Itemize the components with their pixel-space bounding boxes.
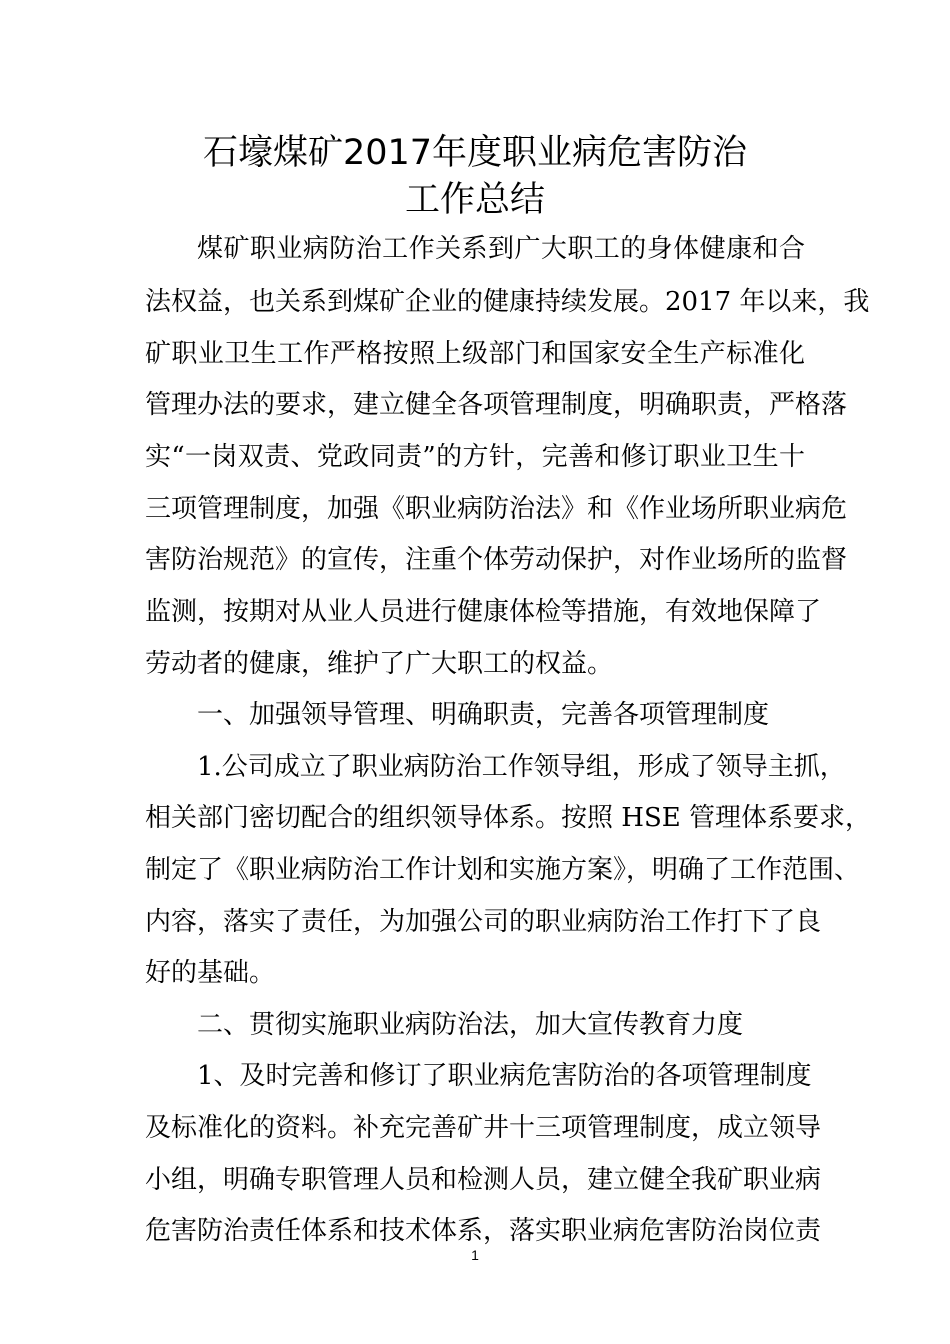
paragraph-line: 制定了《职业病防治工作计划和实施方案》，明确了工作范围、 (145, 855, 861, 885)
paragraph-line: 好的基础。 (145, 958, 276, 988)
paragraph-line: 1.公司成立了职业病防治工作领导组，形成了领导主抓， (197, 752, 846, 782)
paragraph-line: 小组，明确专职管理人员和检测人员，建立健全我矿职业病 (145, 1165, 822, 1195)
paragraph-line: 劳动者的健康，维护了广大职工的权益。 (145, 649, 614, 679)
document-title-line-2: 工作总结 (404, 180, 545, 220)
paragraph-line: 管理办法的要求，建立健全各项管理制度，明确职责，严格落 (145, 390, 848, 420)
paragraph-line: 内容，落实了责任，为加强公司的职业病防治工作打下了良 (145, 907, 822, 937)
page-number: 1 (471, 1247, 479, 1263)
paragraph-line: 危害防治责任体系和技术体系，落实职业病危害防治岗位责 (145, 1216, 822, 1246)
section-heading: 二、贯彻实施职业病防治法，加大宣传教育力度 (197, 1010, 744, 1040)
document-title-line-1: 石壕煤矿2017年度职业病危害防治 (202, 133, 748, 173)
section-heading: 一、加强领导管理、明确职责，完善各项管理制度 (197, 700, 770, 730)
paragraph-line: 法权益，也关系到煤矿企业的健康持续发展。2017 年以来，我 (145, 287, 870, 317)
paragraph-line: 监测，按期对从业人员进行健康体检等措施，有效地保障了 (145, 597, 822, 627)
paragraph-line: 矿职业卫生工作严格按照上级部门和国家安全生产标准化 (145, 339, 805, 369)
paragraph-line: 煤矿职业病防治工作关系到广大职工的身体健康和合 (197, 234, 805, 264)
paragraph-line: 三项管理制度，加强《职业病防治法》和《作业场所职业病危 (145, 494, 848, 524)
paragraph-line: 及标准化的资料。补充完善矿井十三项管理制度，成立领导 (145, 1113, 822, 1143)
paragraph-line: 害防治规范》的宣传，注重个体劳动保护，对作业场所的监督 (145, 545, 848, 575)
paragraph-line: 相关部门密切配合的组织领导体系。按照 HSE 管理体系要求， (145, 803, 871, 833)
paragraph-line: 1、及时完善和修订了职业病危害防治的各项管理制度 (197, 1061, 812, 1091)
paragraph-line: 实“一岗双责、党政同责”的方针，完善和修订职业卫生十 (145, 442, 805, 472)
